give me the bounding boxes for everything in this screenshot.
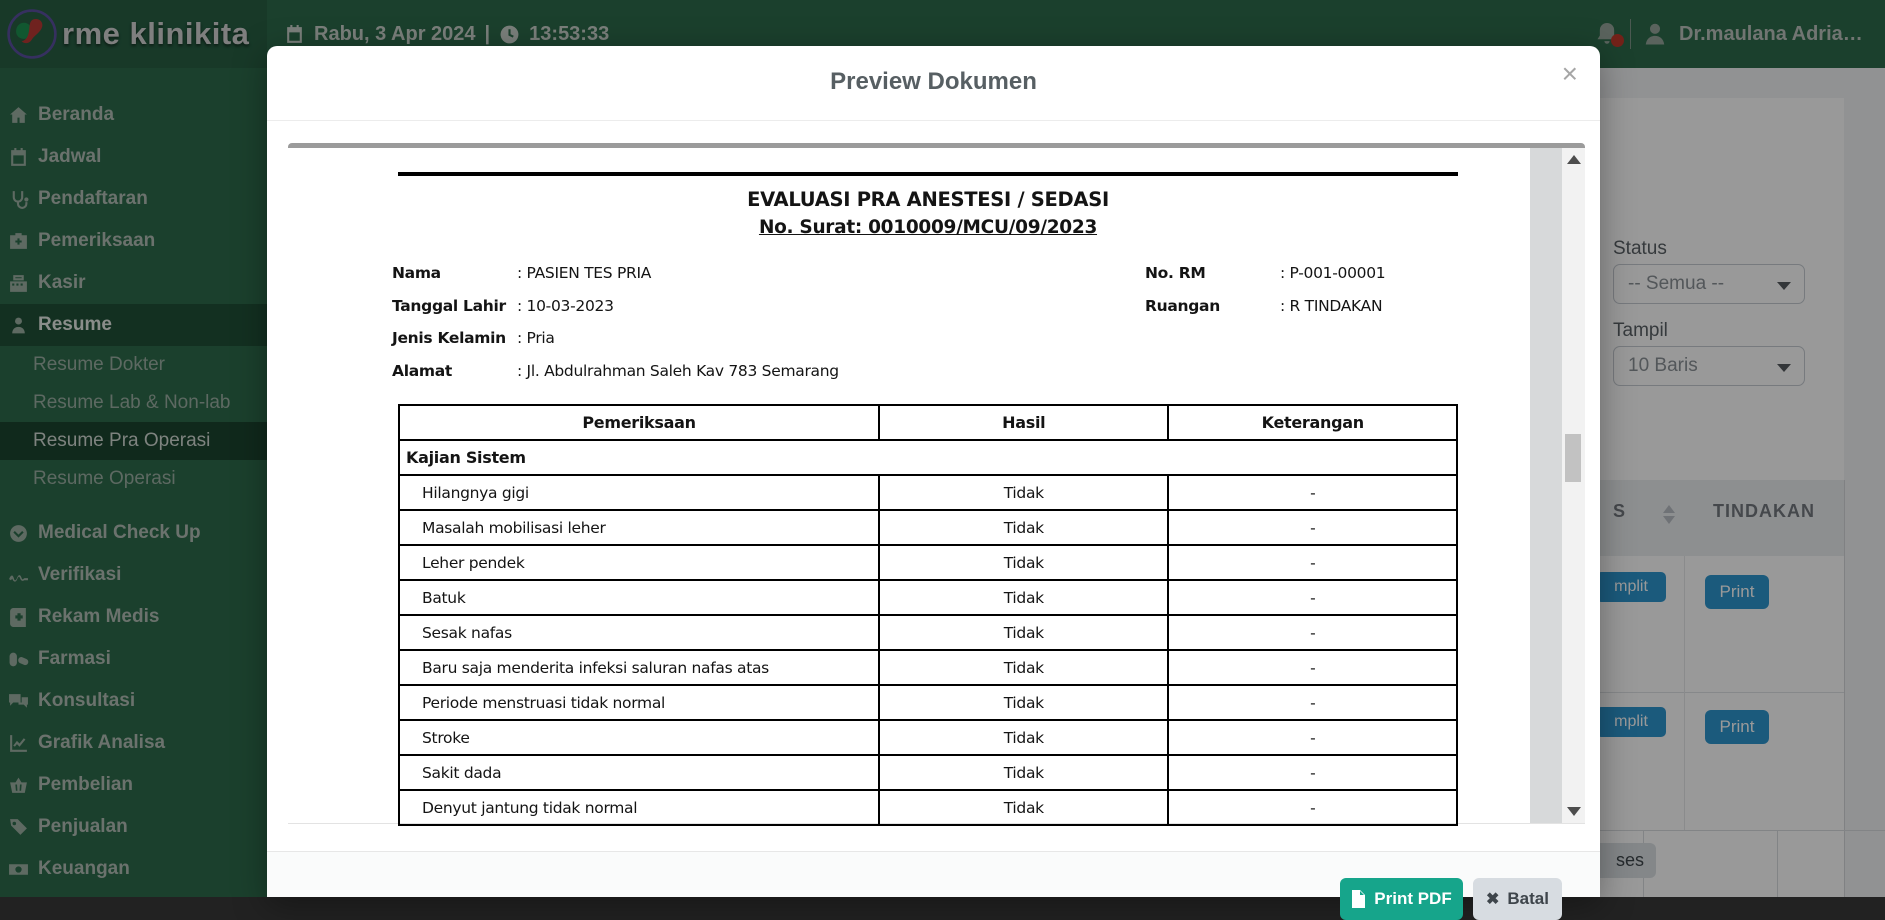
document-double-rule <box>398 172 1458 176</box>
sidebar-subitem-label: Resume Pra Operasi <box>33 430 211 451</box>
sidebar-item-label: Pembelian <box>38 774 134 795</box>
background-column-header-tindakan: TINDAKAN <box>1713 501 1815 521</box>
patient-info-left <box>392 257 839 387</box>
brand-name: rme klinikita <box>62 16 250 51</box>
table-row: Masalah mobilisasi leher Tidak - <box>399 510 1457 545</box>
sidebar-subitem-label: Resume Lab & Non-lab <box>33 392 231 413</box>
table-row: Batuk Tidak - <box>399 580 1457 615</box>
topbar-time: 13:53:33 <box>529 22 610 45</box>
section-label: Kajian Sistem <box>399 440 1457 475</box>
scroll-up-icon[interactable] <box>1567 155 1581 164</box>
table-row: Leher pendek Tidak - <box>399 545 1457 580</box>
info-value: : Jl. Abdulrahman Saleh Kav 783 Semarang <box>517 361 839 380</box>
print-button[interactable]: Print <box>1705 710 1769 744</box>
sidebar-item-label: Kasir <box>38 272 86 293</box>
sidebar-item-label: Rekam Medis <box>38 606 160 627</box>
file-pdf-icon <box>1351 890 1366 908</box>
sidebar-item-label: Jadwal <box>38 146 102 167</box>
modal-header <box>267 46 1600 121</box>
document-gutter <box>1530 148 1562 823</box>
sidebar-item-label: Beranda <box>38 104 115 125</box>
table-row: Denyut jantung tidak normal Tidak - <box>399 790 1457 825</box>
topbar-date: Rabu, 3 Apr 2024 <box>314 22 476 45</box>
modal-footer <box>267 851 1600 908</box>
x-icon: ✖ <box>1486 891 1500 908</box>
scrollbar-thumb[interactable] <box>1565 434 1581 482</box>
user-menu[interactable]: Dr.maulana Adria… <box>1679 22 1863 45</box>
info-label: Tanggal Lahir <box>392 296 506 315</box>
column-header: Keterangan <box>1168 405 1457 440</box>
column-header: Pemeriksaan <box>399 405 879 440</box>
tampil-filter-label: Tampil <box>1613 320 1668 341</box>
tampil-filter-value: 10 Baris <box>1628 355 1698 376</box>
info-label: No. RM <box>1145 264 1206 282</box>
info-label: Alamat <box>392 361 452 380</box>
background-column-header-fragment: S <box>1613 501 1627 521</box>
status-filter-value: -- Semua -- <box>1628 273 1725 294</box>
status-badge: mplit <box>1596 572 1666 602</box>
sidebar-item-label: Penjualan <box>38 816 128 837</box>
document-no-surat: No. Surat: 0010009/MCU/09/2023 <box>758 217 1098 238</box>
info-label: Jenis Kelamin <box>392 329 506 347</box>
table-row: Sakit dada Tidak - <box>399 755 1457 790</box>
document-title: EVALUASI PRA ANESTESI / SEDASI <box>747 188 1109 211</box>
sidebar-subitem-label: Resume Dokter <box>33 354 165 375</box>
proses-button-fragment[interactable]: ses <box>1580 843 1656 878</box>
document-scrollbar[interactable] <box>1562 148 1585 823</box>
scroll-down-icon[interactable] <box>1567 807 1581 816</box>
sidebar-item-label: Grafik Analisa <box>38 732 166 753</box>
info-value: : PASIEN TES PRIA <box>517 264 652 282</box>
sidebar-item-label: Medical Check Up <box>38 522 201 543</box>
document-page <box>288 148 1530 823</box>
sidebar-item-label: Keuangan <box>38 858 130 879</box>
table-header-row <box>399 405 1457 440</box>
column-header: Hasil <box>879 405 1168 440</box>
table-row: Sesak nafas Tidak - <box>399 615 1457 650</box>
preview-dokumen-modal <box>267 46 1600 908</box>
patient-info-right <box>1145 257 1385 322</box>
table-row: Stroke Tidak - <box>399 720 1457 755</box>
examination-table <box>398 404 1458 826</box>
sidebar-item-label: Resume <box>38 314 112 335</box>
modal-title: Preview Dokumen <box>830 68 1037 95</box>
sidebar-item-label: Konsultasi <box>38 690 136 711</box>
status-filter-label: Status <box>1613 238 1667 259</box>
table-row: Hilangnya gigi Tidak - <box>399 475 1457 510</box>
info-value: : P-001-00001 <box>1280 264 1386 282</box>
sidebar-item-label: Farmasi <box>38 648 111 669</box>
sidebar-item-label: Pendaftaran <box>38 188 148 209</box>
sidebar-subitem-label: Resume Operasi <box>33 468 176 489</box>
sidebar-item-label: Verifikasi <box>38 564 122 585</box>
close-icon[interactable]: × <box>1561 58 1578 89</box>
print-pdf-button[interactable]: Print PDF <box>1340 878 1463 920</box>
info-label: Ruangan <box>1145 296 1220 315</box>
info-label: Nama <box>392 264 441 282</box>
info-value: : Pria <box>517 329 555 347</box>
info-value: : R TINDAKAN <box>1280 296 1383 315</box>
topbar-separator: | <box>484 22 491 45</box>
print-button[interactable]: Print <box>1705 575 1769 609</box>
table-row: Periode menstruasi tidak normal Tidak - <box>399 685 1457 720</box>
status-badge: mplit <box>1596 707 1666 737</box>
table-section-row <box>399 440 1457 475</box>
info-value: : 10-03-2023 <box>517 296 614 315</box>
table-row: Baru saja menderita infeksi saluran nafas atas Tidak - <box>399 650 1457 685</box>
document-preview-frame <box>288 143 1585 824</box>
sidebar-item-label: Pemeriksaan <box>38 230 156 251</box>
batal-button[interactable]: ✖ Batal <box>1473 878 1562 920</box>
